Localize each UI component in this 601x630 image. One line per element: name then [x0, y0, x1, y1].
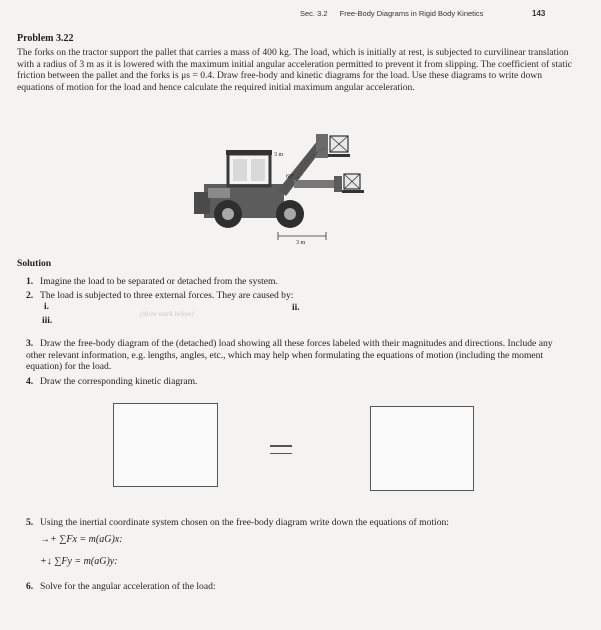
step-number: 4. — [26, 376, 34, 387]
page-number: 143 — [532, 9, 546, 18]
step-3 — [26, 338, 561, 373]
step-text: The load is subjected to three external forces. They are caused by: — [40, 290, 294, 301]
kinetic-diagram-box[interactable] — [370, 406, 474, 491]
problem-statement: The forks on the tractor support the pallet that carries a mass of 400 kg. The load, which is initially at rest, is subjected to curvilinear translation with a radius of 3 m as it is lowered with the maximum initial angular acceleration permitted to prevent it from slipping. The coefficient of static friction between the pallet and the forks is μs = 0.4. Draw free-body and kinetic diagrams for the load. Use these diagrams to write down equations of motion for the load and hence calculate the required initial maximum angular acceleration. — [17, 47, 572, 93]
blank-iii-label: iii. — [42, 316, 53, 326]
step-number: 3. — [26, 338, 34, 349]
equals-sign — [270, 445, 292, 460]
step-6 — [26, 581, 566, 593]
free-body-diagram-box[interactable] — [113, 403, 218, 487]
step-4 — [26, 376, 566, 388]
angle-label: 60° — [286, 174, 295, 180]
arm-length-label: 3 m — [274, 152, 284, 158]
section-number: Sec. 3.2 — [300, 9, 328, 18]
section-title: Free-Body Diagrams in Rigid Body Kinetics — [339, 9, 484, 18]
step-number: 6. — [26, 581, 34, 592]
running-header — [300, 9, 546, 18]
blank-i-label: i. — [44, 302, 49, 312]
step-number: 2. — [26, 290, 34, 301]
tractor-drawing — [194, 134, 364, 240]
tractor-figure — [186, 126, 376, 248]
step-1 — [26, 276, 566, 288]
step-2 — [26, 290, 566, 302]
step-number: 5. — [26, 517, 34, 528]
problem-title: Problem 3.22 — [17, 33, 74, 44]
step-text: Draw the corresponding kinetic diagram. — [40, 376, 198, 387]
equation-y: +↓ ∑Fy = m(aG)y: — [40, 556, 118, 567]
step-text: Imagine the load to be separated or detached from the system. — [40, 276, 278, 287]
step-text: Solve for the angular acceleration of the load: — [40, 581, 216, 592]
base-length-label: 3 m — [296, 240, 306, 246]
ghost-text: (show mark below) — [140, 310, 194, 318]
equation-x: →+ ∑Fx = m(aG)x: — [40, 534, 123, 545]
step-text: Using the inertial coordinate system chosen on the free-body diagram write down the equations of motion: — [40, 517, 449, 528]
step-text: Draw the free-body diagram of the (detached) load showing all these forces labeled with their magnitudes and directions. Include any other relevant information, e.g. lengths, angles, etc., which may help when formulating the equations of motion (including the moment equation) for the load. — [26, 338, 553, 372]
solution-title: Solution — [17, 258, 52, 269]
step-5 — [26, 517, 566, 529]
step-number: 1. — [26, 276, 34, 287]
blank-ii-label: ii. — [292, 303, 300, 313]
